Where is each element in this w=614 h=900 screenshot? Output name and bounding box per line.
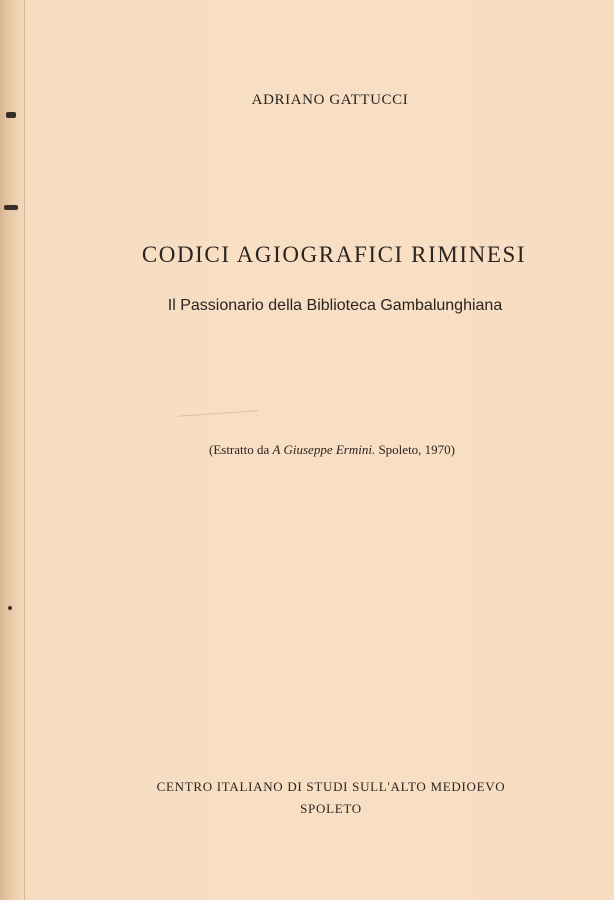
author-name: ADRIANO GATTUCCI bbox=[251, 92, 409, 108]
book-subtitle: Il Passionario della Biblioteca Gambalunghiana bbox=[167, 297, 503, 314]
extract-suffix: Spoleto, 1970) bbox=[375, 442, 456, 457]
book-title: CODICI AGIOGRAFICI RIMINESI bbox=[141, 242, 527, 267]
publisher-name: CENTRO ITALIANO DI STUDI SULL'ALTO MEDIOEVO bbox=[156, 779, 506, 794]
stain-mark bbox=[8, 606, 12, 610]
publisher-city: SPOLETO bbox=[300, 801, 362, 816]
extract-prefix: (Estratto da bbox=[208, 442, 273, 457]
extract-source: A Giuseppe Ermini. bbox=[272, 442, 376, 457]
stain-mark bbox=[4, 205, 18, 210]
extract-note bbox=[0, 442, 614, 458]
paper-smudge bbox=[178, 410, 258, 417]
stain-mark bbox=[6, 112, 16, 118]
